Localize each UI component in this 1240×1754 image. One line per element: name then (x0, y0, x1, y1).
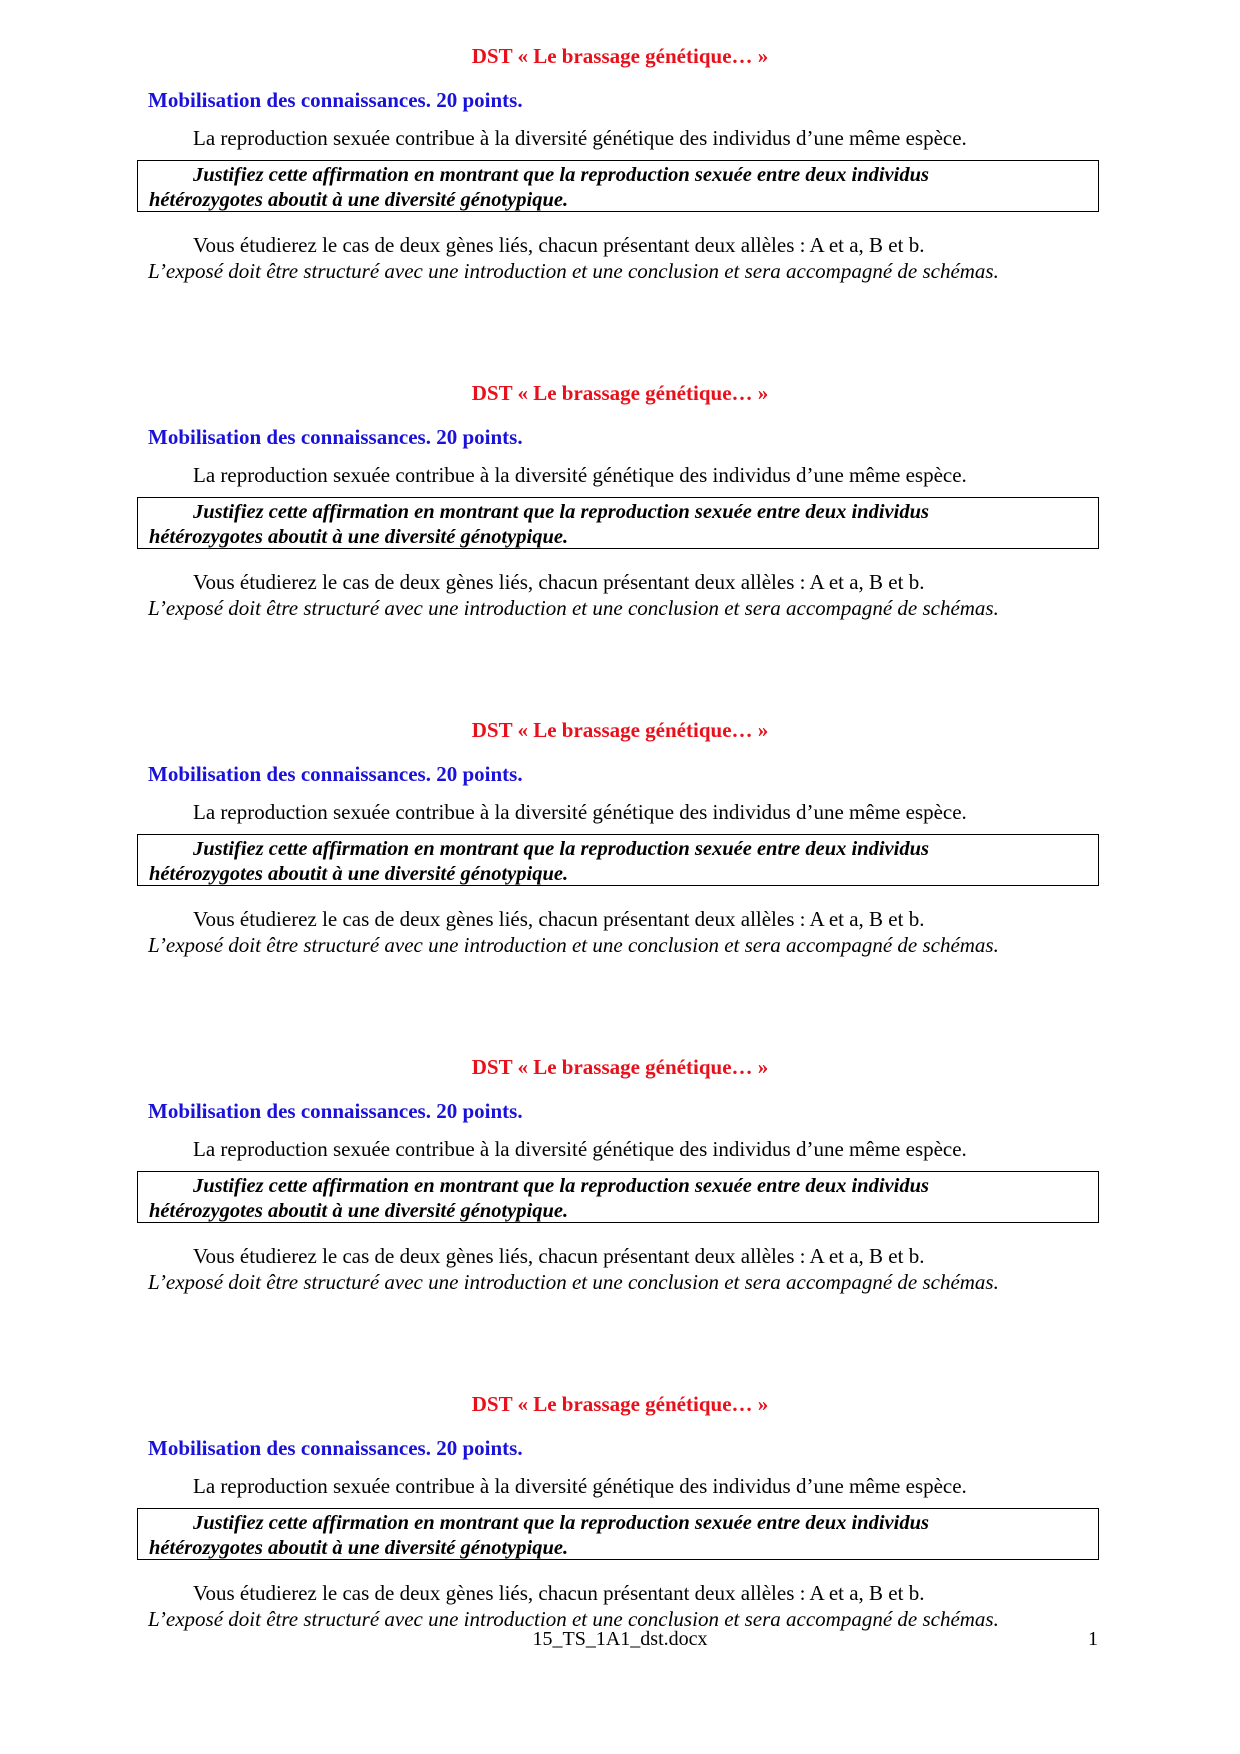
question-line-2: hétérozygotes aboutit à une diversité génotypique. (149, 863, 569, 885)
question-box (137, 1508, 1099, 1560)
footer-filename: 15_TS_1A1_dst.docx (532, 1628, 708, 1650)
question-line-1: Justifiez cette affirmation en montrant que la reproduction sexuée entre deux individus (193, 838, 929, 860)
expose-instructions: L’exposé doit être structuré avec une introduction et une conclusion et sera accompagné de schémas. (148, 596, 999, 620)
section-heading: Mobilisation des connaissances. 20 points. (148, 425, 523, 449)
exercise-title: DST « Le brassage génétique… » (471, 44, 769, 68)
question-line-2: hétérozygotes aboutit à une diversité génotypique. (149, 526, 569, 548)
question-line-2: hétérozygotes aboutit à une diversité génotypique. (149, 1537, 569, 1559)
section-heading: Mobilisation des connaissances. 20 points. (148, 1436, 523, 1460)
study-instructions: Vous étudierez le cas de deux gènes liés, chacun présentant deux allèles : A et a, B et b. (193, 233, 925, 257)
question-box (137, 1171, 1099, 1223)
exercise-title: DST « Le brassage génétique… » (471, 1055, 769, 1079)
study-instructions: Vous étudierez le cas de deux gènes liés, chacun présentant deux allèles : A et a, B et b. (193, 1581, 925, 1605)
exercise-copy-3 (0, 717, 1240, 1017)
exercise-copy-4 (0, 1054, 1240, 1354)
question-box (137, 160, 1099, 212)
question-line-2: hétérozygotes aboutit à une diversité génotypique. (149, 189, 569, 211)
expose-instructions: L’exposé doit être structuré avec une introduction et une conclusion et sera accompagné de schémas. (148, 1607, 999, 1631)
question-line-1: Justifiez cette affirmation en montrant que la reproduction sexuée entre deux individus (193, 501, 929, 523)
exercise-title: DST « Le brassage génétique… » (471, 381, 769, 405)
footer-page-number: 1 (1088, 1628, 1098, 1650)
question-box (137, 834, 1099, 886)
expose-instructions: L’exposé doit être structuré avec une introduction et une conclusion et sera accompagné de schémas. (148, 933, 999, 957)
intro-statement: La reproduction sexuée contribue à la diversité génétique des individus d’une même espèce. (193, 126, 967, 150)
section-heading: Mobilisation des connaissances. 20 points. (148, 762, 523, 786)
question-box (137, 497, 1099, 549)
question-line-1: Justifiez cette affirmation en montrant que la reproduction sexuée entre deux individus (193, 164, 929, 186)
section-heading: Mobilisation des connaissances. 20 points. (148, 1099, 523, 1123)
intro-statement: La reproduction sexuée contribue à la diversité génétique des individus d’une même espèce. (193, 800, 967, 824)
section-heading: Mobilisation des connaissances. 20 points. (148, 88, 523, 112)
study-instructions: Vous étudierez le cas de deux gènes liés, chacun présentant deux allèles : A et a, B et b. (193, 1244, 925, 1268)
exercise-copy-2 (0, 380, 1240, 680)
intro-statement: La reproduction sexuée contribue à la diversité génétique des individus d’une même espèce. (193, 1474, 967, 1498)
intro-statement: La reproduction sexuée contribue à la diversité génétique des individus d’une même espèce. (193, 463, 967, 487)
expose-instructions: L’exposé doit être structuré avec une introduction et une conclusion et sera accompagné de schémas. (148, 259, 999, 283)
intro-statement: La reproduction sexuée contribue à la diversité génétique des individus d’une même espèce. (193, 1137, 967, 1161)
question-line-1: Justifiez cette affirmation en montrant que la reproduction sexuée entre deux individus (193, 1175, 929, 1197)
exercise-title: DST « Le brassage génétique… » (471, 718, 769, 742)
question-line-2: hétérozygotes aboutit à une diversité génotypique. (149, 1200, 569, 1222)
expose-instructions: L’exposé doit être structuré avec une introduction et une conclusion et sera accompagné de schémas. (148, 1270, 999, 1294)
study-instructions: Vous étudierez le cas de deux gènes liés, chacun présentant deux allèles : A et a, B et b. (193, 907, 925, 931)
exercise-copy-1 (0, 43, 1240, 343)
study-instructions: Vous étudierez le cas de deux gènes liés, chacun présentant deux allèles : A et a, B et b. (193, 570, 925, 594)
question-line-1: Justifiez cette affirmation en montrant que la reproduction sexuée entre deux individus (193, 1512, 929, 1534)
exercise-title: DST « Le brassage génétique… » (471, 1392, 769, 1416)
